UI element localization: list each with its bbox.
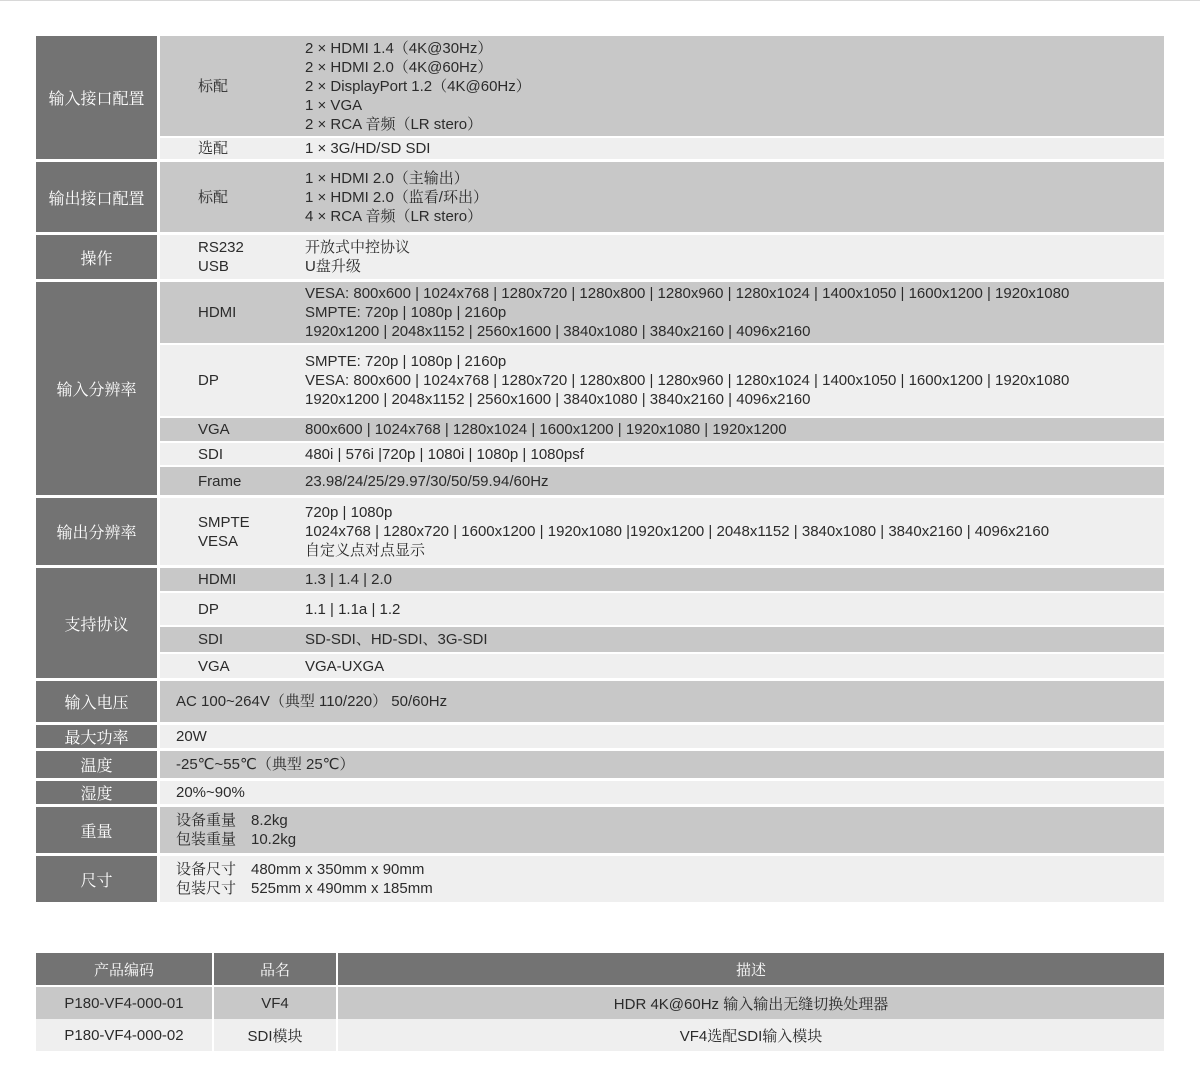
product-description: HDR 4K@60Hz 输入输出无缝切换处理器 <box>338 987 1164 1019</box>
spec-subcategory-label: VGA <box>198 421 230 438</box>
spec-value <box>291 498 1164 565</box>
spec-value <box>291 162 1164 232</box>
spec-value-line: 4 × RCA 音频（LR stero） <box>305 207 483 225</box>
product-row <box>36 1019 1164 1051</box>
spec-value-line: VGA-UXGA <box>305 657 385 675</box>
product-code: P180-VF4-000-01 <box>36 987 212 1019</box>
spec-row <box>160 568 1164 591</box>
spec-row <box>160 627 1164 652</box>
spec-value-line: 1.3 | 1.4 | 2.0 <box>305 571 393 588</box>
spec-subcategory-label: RS232 <box>198 239 244 256</box>
spec-value-line: 1 × HDMI 2.0（主输出） <box>305 169 469 187</box>
spec-subcategory-label: HDMI <box>198 304 237 321</box>
spec-value-line: 1 × HDMI 2.0（监看/环出） <box>305 188 488 206</box>
spec-value-line: 480i | 576i |720p | 1080i | 1080p | 1080psf <box>305 445 584 463</box>
spec-value <box>291 443 1164 465</box>
spec-subcategory-label: Frame <box>198 472 242 490</box>
spec-subcategory-label: DP <box>198 600 219 618</box>
spec-category: 操作 <box>36 235 157 279</box>
spec-group <box>36 681 1164 722</box>
spec-row <box>160 345 1164 416</box>
top-divider <box>0 0 1200 1</box>
spec-row <box>160 725 1164 748</box>
spec-subcategory <box>160 235 289 279</box>
spec-group <box>36 725 1164 748</box>
spec-category: 最大功率 <box>36 725 157 748</box>
spec-subcategory-label: VGA <box>198 657 230 675</box>
spec-group <box>36 856 1164 902</box>
spec-value-line: SMPTE: 720p | 1080p | 2160p <box>305 353 507 370</box>
spec-value-line: 20W <box>176 728 207 745</box>
spec-value-line: U盘升级 <box>305 258 361 275</box>
spec-value <box>291 467 1164 495</box>
spec-row <box>160 418 1164 441</box>
spec-group <box>36 282 1164 495</box>
spec-category: 输出分辨率 <box>36 498 157 565</box>
spec-row <box>160 498 1164 565</box>
spec-value-line: 720p | 1080p <box>305 504 393 521</box>
spec-subcategory-label: 标配 <box>198 188 229 206</box>
spec-value-line: 包装尺寸 525mm x 490mm x 185mm <box>176 880 433 897</box>
spec-value <box>291 36 1164 136</box>
spec-subcategory-label: SDI <box>198 631 224 648</box>
spec-row <box>160 467 1164 495</box>
spec-value-line: 2 × HDMI 1.4（4K@30Hz） <box>305 39 493 57</box>
spec-value-line: 800x600 | 1024x768 | 1280x1024 | 1600x1200 | 1920x1080 | 1920x1200 <box>305 421 787 438</box>
spec-value-line: 2 × DisplayPort 1.2（4K@60Hz） <box>305 77 531 95</box>
spec-row <box>160 781 1164 804</box>
product-description: VF4选配SDI输入模块 <box>338 1019 1164 1051</box>
spec-value <box>291 282 1164 343</box>
spec-value <box>291 654 1164 678</box>
spec-category: 输出接口配置 <box>36 162 157 232</box>
spec-category: 输入电压 <box>36 681 157 722</box>
spec-subcategory <box>160 345 289 416</box>
spec-subcategory-label: DP <box>198 372 219 389</box>
spec-group <box>36 498 1164 565</box>
spec-subcategory <box>160 654 289 678</box>
product-table-header <box>36 953 1164 985</box>
spec-value-line: VESA: 800x600 | 1024x768 | 1280x720 | 1280x800 | 1280x960 | 1280x1024 | 1400x1050 | 1600x1200 | 1920x1080 <box>305 285 1070 302</box>
spec-value <box>291 418 1164 441</box>
spec-subcategory <box>160 627 289 652</box>
spec-row <box>160 138 1164 159</box>
spec-category: 支持协议 <box>36 568 157 678</box>
spec-category: 输入接口配置 <box>36 36 157 159</box>
spec-group <box>36 781 1164 804</box>
spec-subcategory <box>160 418 289 441</box>
spec-value <box>291 345 1164 416</box>
spec-value-line: 1 × 3G/HD/SD SDI <box>305 140 431 157</box>
spec-value-line: 包装重量 10.2kg <box>176 831 297 848</box>
spec-value-line: 设备重量 8.2kg <box>176 812 288 829</box>
spec-value-line: 1 × VGA <box>305 96 363 114</box>
spec-subcategory-label: VESA <box>198 532 239 550</box>
spec-category: 重量 <box>36 807 157 853</box>
spec-subcategory-label: USB <box>198 258 229 275</box>
spec-subcategory <box>160 443 289 465</box>
spec-value <box>291 235 1164 279</box>
spec-subcategory-label: 标配 <box>198 77 229 95</box>
spec-subcategory <box>160 282 289 343</box>
spec-value-line: 1920x1200 | 2048x1152 | 2560x1600 | 3840x1080 | 3840x2160 | 4096x2160 <box>305 391 811 408</box>
product-row <box>36 987 1164 1019</box>
spec-value <box>160 807 1164 853</box>
spec-row <box>160 654 1164 678</box>
spec-group <box>36 807 1164 853</box>
spec-value-line: AC 100~264V（典型 110/220） 50/60Hz <box>176 693 448 710</box>
spec-row <box>160 443 1164 465</box>
spec-subcategory <box>160 568 289 591</box>
product-code: P180-VF4-000-02 <box>36 1019 212 1051</box>
spec-subcategory <box>160 36 289 136</box>
spec-group <box>36 36 1164 159</box>
product-name: SDI模块 <box>214 1019 336 1051</box>
spec-category: 湿度 <box>36 781 157 804</box>
spec-subcategory-label: 选配 <box>198 140 229 157</box>
spec-value-line: 1920x1200 | 2048x1152 | 2560x1600 | 3840x1080 | 3840x2160 | 4096x2160 <box>305 323 811 340</box>
spec-value-line: 设备尺寸 480mm x 350mm x 90mm <box>176 861 425 878</box>
spec-category: 温度 <box>36 751 157 778</box>
spec-value <box>291 138 1164 159</box>
spec-row <box>160 36 1164 136</box>
spec-value-line: 1.1 | 1.1a | 1.2 <box>305 600 401 618</box>
spec-row <box>160 681 1164 722</box>
spec-group <box>36 568 1164 678</box>
spec-subcategory <box>160 162 289 232</box>
spec-value-line: -25℃~55℃（典型 25℃） <box>176 756 355 773</box>
spec-value-line: VESA: 800x600 | 1024x768 | 1280x720 | 1280x800 | 1280x960 | 1280x1024 | 1400x1050 | 1600x1200 | 1920x1080 <box>305 372 1070 389</box>
spec-value <box>160 751 1164 778</box>
spec-subcategory <box>160 467 289 495</box>
spec-value-line: 开放式中控协议 <box>305 239 411 256</box>
spec-row <box>160 235 1164 279</box>
spec-row <box>160 751 1164 778</box>
spec-value-line: 20%~90% <box>176 784 245 801</box>
spec-group <box>36 751 1164 778</box>
spec-row <box>160 282 1164 343</box>
spec-subcategory <box>160 138 289 159</box>
spec-row <box>160 162 1164 232</box>
spec-group <box>36 162 1164 232</box>
spec-value <box>160 856 1164 902</box>
spec-value <box>160 725 1164 748</box>
spec-subcategory-label: SDI <box>198 445 224 463</box>
spec-row <box>160 807 1164 853</box>
spec-value-line: 1024x768 | 1280x720 | 1600x1200 | 1920x1080 |1920x1200 | 2048x1152 | 3840x1080 | 3840x2160 | 4096x2160 <box>305 523 1050 540</box>
spec-subcategory-label: SMPTE <box>198 513 250 531</box>
spec-value <box>291 627 1164 652</box>
spec-value-line: 23.98/24/25/29.97/30/50/59.94/60Hz <box>305 472 549 490</box>
spec-row <box>160 856 1164 902</box>
product-name: VF4 <box>214 987 336 1019</box>
spec-value-line: SMPTE: 720p | 1080p | 2160p <box>305 304 507 321</box>
header-product-code: 产品编码 <box>36 953 212 985</box>
spec-subcategory <box>160 593 289 625</box>
spec-subcategory <box>160 498 289 565</box>
spec-value <box>291 568 1164 591</box>
spec-value-line: 2 × HDMI 2.0（4K@60Hz） <box>305 58 493 76</box>
spec-group <box>36 235 1164 279</box>
spec-category: 输入分辨率 <box>36 282 157 495</box>
spec-value-line: SD-SDI、HD-SDI、3G-SDI <box>305 631 488 648</box>
spec-value <box>160 781 1164 804</box>
header-description: 描述 <box>338 953 1164 985</box>
spec-category: 尺寸 <box>36 856 157 902</box>
header-product-name: 品名 <box>214 953 336 985</box>
spec-value <box>291 593 1164 625</box>
spec-value-line: 自定义点对点显示 <box>305 542 426 559</box>
spec-value <box>160 681 1164 722</box>
spec-row <box>160 593 1164 625</box>
spec-value-line: 2 × RCA 音频（LR stero） <box>305 115 483 133</box>
spec-subcategory-label: HDMI <box>198 571 237 588</box>
